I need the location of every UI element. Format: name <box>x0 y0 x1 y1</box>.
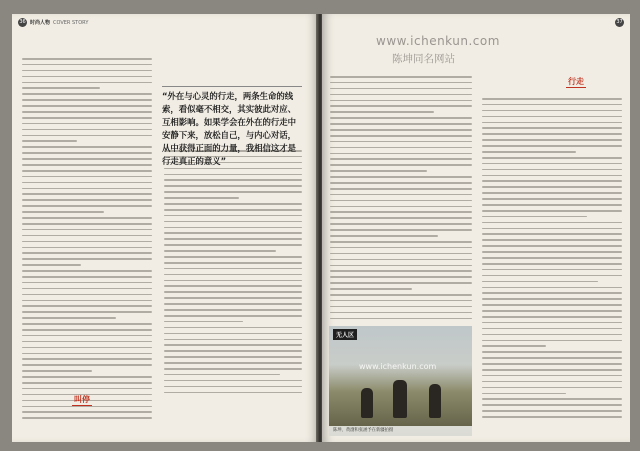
text-line <box>330 312 472 314</box>
text-line <box>482 228 622 230</box>
text-line <box>482 210 622 212</box>
text-line <box>482 180 622 182</box>
watermark-url: www.ichenkun.com <box>376 34 500 48</box>
text-line <box>330 194 472 196</box>
text-line <box>164 262 302 264</box>
text-line <box>482 263 622 265</box>
text-line <box>22 76 152 78</box>
text-line <box>482 198 622 200</box>
text-line <box>22 305 152 307</box>
text-line <box>22 411 152 413</box>
text-line <box>330 100 472 102</box>
text-line <box>164 209 302 211</box>
text-line <box>482 104 622 106</box>
text-line <box>482 222 622 224</box>
photo-caption: 陈坤、黄渤和张涵予在新疆拍摄 <box>329 426 472 436</box>
text-line <box>482 298 622 300</box>
text-line <box>22 247 152 249</box>
text-line <box>482 216 587 218</box>
text-line <box>330 288 412 290</box>
text-line <box>22 223 152 225</box>
page-number: 36 <box>19 19 26 25</box>
magazine-name: 时尚人物 <box>30 20 51 26</box>
text-line <box>22 417 152 419</box>
text-line <box>164 333 302 335</box>
text-line <box>330 235 438 237</box>
text-line <box>482 127 622 129</box>
text-line <box>482 157 622 159</box>
text-line <box>482 357 622 359</box>
text-line <box>164 356 302 358</box>
text-line <box>330 188 472 190</box>
text-line <box>330 306 472 308</box>
text-line <box>482 334 622 336</box>
text-line <box>482 410 622 412</box>
text-line <box>22 176 152 178</box>
text-line <box>164 315 302 317</box>
left-page <box>12 14 318 442</box>
subhead-xingzou: 行走 <box>568 77 584 86</box>
text-line <box>22 364 152 366</box>
text-line <box>330 318 472 320</box>
text-line <box>22 70 152 72</box>
text-line <box>330 259 472 261</box>
text-line <box>22 205 152 207</box>
text-line <box>164 274 302 276</box>
text-line <box>22 82 152 84</box>
text-line <box>482 387 622 389</box>
text-line <box>482 381 622 383</box>
text-line <box>330 82 472 84</box>
text-line <box>22 188 152 190</box>
subhead-jiaoting: 叫停 <box>74 395 90 404</box>
text-line <box>22 164 152 166</box>
text-line <box>330 265 472 267</box>
text-line <box>22 140 77 142</box>
text-line <box>22 353 152 355</box>
text-line <box>164 380 302 382</box>
right-page <box>322 14 630 442</box>
photo-watermark: www.ichenkun.com <box>359 362 437 371</box>
text-line <box>164 350 302 352</box>
text-line <box>482 275 622 277</box>
text-line <box>330 147 472 149</box>
text-line <box>330 158 472 160</box>
text-line <box>164 339 302 341</box>
text-line <box>164 362 302 364</box>
text-line <box>482 310 622 312</box>
text-line <box>22 111 152 113</box>
text-line <box>330 141 472 143</box>
text-line <box>164 215 302 217</box>
text-line <box>164 291 302 293</box>
text-line <box>482 322 622 324</box>
text-line <box>482 116 622 118</box>
text-line <box>22 311 152 313</box>
text-line <box>482 122 622 124</box>
text-line <box>482 169 622 171</box>
text-line <box>164 386 302 388</box>
text-line <box>482 98 622 100</box>
text-line <box>330 117 472 119</box>
text-line <box>330 247 472 249</box>
text-line <box>22 294 152 296</box>
text-line <box>22 170 152 172</box>
text-line <box>22 235 152 237</box>
text-line <box>164 392 302 394</box>
person-figure <box>429 384 441 418</box>
text-line <box>330 200 472 202</box>
text-line <box>164 285 302 287</box>
text-line <box>22 358 152 360</box>
text-line <box>164 280 302 282</box>
person-figure <box>393 380 407 418</box>
text-line <box>330 111 434 113</box>
text-line <box>22 376 152 378</box>
text-line <box>22 158 152 160</box>
text-line <box>482 239 622 241</box>
text-line <box>164 227 302 229</box>
text-line <box>22 347 152 349</box>
text-line <box>164 179 302 181</box>
text-line <box>22 300 152 302</box>
text-line <box>482 340 622 342</box>
section-label: COVER STORY <box>53 19 89 26</box>
text-line <box>164 303 302 305</box>
text-line <box>22 193 152 195</box>
text-line <box>482 186 622 188</box>
text-line <box>482 375 622 377</box>
text-line <box>22 146 152 148</box>
text-line <box>330 153 472 155</box>
text-line <box>22 58 152 60</box>
text-line <box>482 145 622 147</box>
text-line <box>22 99 152 101</box>
text-line <box>482 175 622 177</box>
text-line <box>330 211 472 213</box>
text-line <box>22 264 81 266</box>
text-line <box>22 135 152 137</box>
text-line <box>482 110 622 112</box>
text-line <box>330 282 472 284</box>
text-line <box>482 316 622 318</box>
text-line <box>330 294 472 296</box>
text-line <box>330 76 472 78</box>
text-line <box>22 182 152 184</box>
text-line <box>330 123 472 125</box>
text-line <box>482 163 622 165</box>
text-line <box>22 241 152 243</box>
film-logo: 无人区 <box>333 329 357 340</box>
text-line <box>330 300 472 302</box>
body-text-column-2 <box>482 98 622 422</box>
text-line <box>164 185 302 187</box>
text-line <box>22 152 152 154</box>
text-line <box>22 64 152 66</box>
text-line <box>164 191 302 193</box>
text-line <box>22 105 152 107</box>
text-line <box>482 251 622 253</box>
text-line <box>164 238 302 240</box>
text-line <box>482 281 598 283</box>
text-line <box>164 268 302 270</box>
text-line <box>330 182 472 184</box>
text-line <box>482 139 622 141</box>
text-line <box>164 221 302 223</box>
text-line <box>22 282 152 284</box>
text-line <box>22 117 152 119</box>
text-line <box>482 133 622 135</box>
quote-rule-top <box>162 86 302 87</box>
text-line <box>330 176 472 178</box>
text-line <box>330 105 472 107</box>
pull-quote: “外在与心灵的行走，两条生命的线索，看似毫不相交，其实彼此对应、互相影响。如果学会在外在的行走中安静下来，放松自己，与内心对话，从中获得正面的力量，我相信这才是行走真正的意义” <box>162 91 296 166</box>
text-line <box>482 345 546 347</box>
text-line <box>330 164 472 166</box>
person-figure <box>361 388 373 418</box>
text-line <box>482 369 622 371</box>
right-page-header <box>615 18 624 27</box>
text-line <box>22 270 152 272</box>
body-text-column-1 <box>330 76 472 323</box>
text-line <box>330 129 472 131</box>
text-line <box>164 297 302 299</box>
text-line <box>330 88 472 90</box>
text-line <box>330 253 472 255</box>
film-still-photo <box>329 326 472 436</box>
page-number: 37 <box>616 19 623 25</box>
text-line <box>164 309 302 311</box>
watermark-site-name: 陈坤同名网站 <box>392 53 455 65</box>
text-line <box>330 217 472 219</box>
left-page-header <box>18 18 88 27</box>
text-line <box>330 206 472 208</box>
text-line <box>22 317 116 319</box>
text-line <box>22 87 100 89</box>
text-line <box>482 304 622 306</box>
text-line <box>482 363 622 365</box>
text-line <box>22 382 152 384</box>
text-line <box>482 404 622 406</box>
text-line <box>164 197 239 199</box>
text-line <box>482 192 622 194</box>
text-line <box>482 204 622 206</box>
text-line <box>164 203 302 205</box>
text-line <box>482 292 622 294</box>
text-line <box>482 398 622 400</box>
text-line <box>22 93 152 95</box>
text-line <box>22 129 152 131</box>
text-line <box>482 245 622 247</box>
text-line <box>164 244 302 246</box>
text-line <box>22 258 152 260</box>
text-line <box>330 229 472 231</box>
text-line <box>22 335 152 337</box>
body-text-column-1 <box>22 58 152 423</box>
text-line <box>164 250 276 252</box>
text-line <box>164 321 243 323</box>
text-line <box>330 223 472 225</box>
text-line <box>482 151 576 153</box>
text-line <box>330 170 427 172</box>
text-line <box>22 288 152 290</box>
text-line <box>164 327 302 329</box>
text-line <box>482 393 566 395</box>
text-line <box>22 217 152 219</box>
text-line <box>164 232 302 234</box>
text-line <box>330 94 472 96</box>
text-line <box>22 329 152 331</box>
text-line <box>482 287 622 289</box>
text-line <box>22 276 152 278</box>
text-line <box>164 368 302 370</box>
text-line <box>482 351 622 353</box>
text-line <box>22 211 104 213</box>
text-line <box>482 328 622 330</box>
text-line <box>164 174 302 176</box>
text-line <box>22 370 92 372</box>
text-line <box>164 256 302 258</box>
body-text-column-2 <box>164 150 302 397</box>
text-line <box>22 388 152 390</box>
text-line <box>22 123 152 125</box>
text-line <box>164 374 280 376</box>
text-line <box>330 135 472 137</box>
text-line <box>22 252 152 254</box>
text-line <box>482 257 622 259</box>
text-line <box>164 344 302 346</box>
text-line <box>22 229 152 231</box>
text-line <box>330 241 472 243</box>
text-line <box>330 276 472 278</box>
text-line <box>482 269 622 271</box>
text-line <box>482 416 622 418</box>
text-line <box>22 341 152 343</box>
text-line <box>482 233 622 235</box>
text-line <box>330 270 472 272</box>
text-line <box>22 199 152 201</box>
text-line <box>22 323 152 325</box>
